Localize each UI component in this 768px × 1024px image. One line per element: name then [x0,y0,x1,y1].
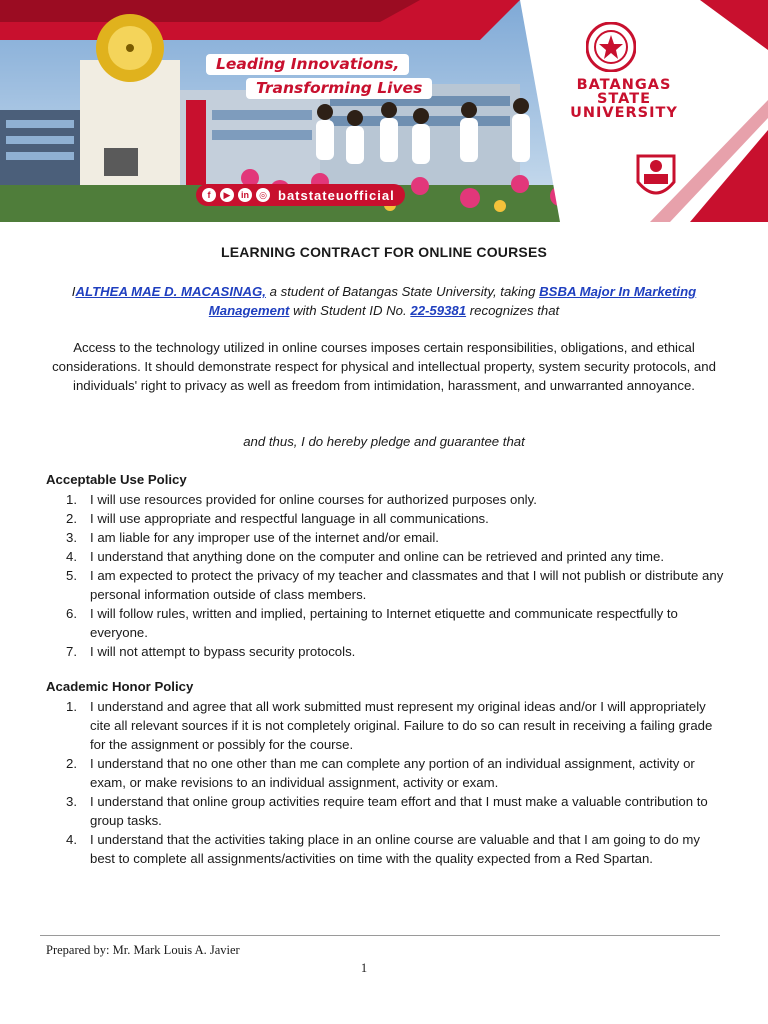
intro-suffix: recognizes that [466,303,560,318]
student-id-link[interactable]: 22-59381 [410,303,467,318]
list-item-text: I will use appropriate and respectful language in all communications. [90,511,489,526]
acceptable-use-list [46,490,726,661]
university-seal-icon [586,22,636,72]
footer-divider [40,935,720,936]
intro-middle: a student of Batangas State University, taking [265,284,540,299]
social-links [196,184,405,206]
list-item [46,642,726,661]
list-number: 4. [66,832,77,847]
list-item-text: I understand that no one other than me can complete any portion of an individual assignment, activity or exam, or make revisions to an individual assignment, activity or exam. [90,756,695,790]
list-number: 3. [66,530,77,545]
list-item [46,792,726,830]
list-item-text: I understand that online group activities require team effort and that I must make a valuable contribution to group tasks. [90,794,708,828]
list-item [46,697,726,754]
header-banner [0,0,768,222]
list-item [46,509,726,528]
list-number: 3. [66,794,77,809]
list-item [46,490,726,509]
university-name-line3: UNIVERSITY [570,105,678,121]
intro-statement [40,282,728,320]
list-item [46,547,726,566]
document-title: LEARNING CONTRACT FOR ONLINE COURSES [220,244,548,260]
list-item-text: I am expected to protect the privacy of my teacher and classmates and that I will not publish or distribute any personal information outside of class members. [90,568,724,602]
linkedin-icon[interactable]: in [238,188,252,202]
list-number: 2. [66,756,77,771]
list-item-text: I will use resources provided for online courses for authorized purposes only. [90,492,537,507]
list-item-text: I understand that the activities taking place in an online course are valuable and that I am going to do my best to complete all assignments/activities on time with the quality expected from a Red Spartan. [90,832,700,866]
prepared-by: Prepared by: Mr. Mark Louis A. Javier [46,943,240,957]
list-item [46,830,726,868]
intro-prefix: I [71,284,76,299]
list-item [46,528,726,547]
academic-honor-list [46,697,726,868]
red-spartan-badge-icon [634,152,678,206]
university-name [566,78,682,120]
university-name-line2: STATE [596,91,652,107]
intro-with-id: with Student ID No. [289,303,411,318]
list-item-text: I understand that anything done on the computer and online can be retrieved and printed any time. [90,549,665,564]
academic-honor-heading: Academic Honor Policy [46,679,194,694]
student-name-link[interactable]: ALTHEA MAE D. MACASINAG, [75,284,266,299]
youtube-icon[interactable]: ▶ [220,188,234,202]
list-item-text: I will follow rules, written and implied, pertaining to Internet etiquette and communicate respectfully to everyone. [90,606,678,640]
page-number: 1 [360,961,368,975]
list-number: 7. [66,644,77,659]
list-number: 2. [66,511,77,526]
slogan-line-2: Transforming Lives [246,78,432,99]
list-item-text: I am liable for any improper use of the internet and/or email. [90,530,439,545]
acceptable-use-heading: Acceptable Use Policy [46,472,187,487]
list-item [46,566,726,604]
social-handle[interactable]: batstateuofficial [278,187,395,203]
list-item [46,604,726,642]
pledge-statement: and thus, I do hereby pledge and guarantee that [243,434,525,449]
slogan [206,54,432,99]
list-item-text: I will not attempt to bypass security protocols. [90,644,356,659]
list-number: 4. [66,549,77,564]
list-item-text: I understand and agree that all work submitted must represent my original ideas and/or I will appropriately cite all relevant sources if it is not completely original. Failure to do so can result in receiving a failing grade for the assignment or possibly for the course. [90,699,713,752]
list-number: 1. [66,492,77,507]
list-item [46,754,726,792]
list-number: 5. [66,568,77,583]
instagram-icon[interactable]: ◎ [256,188,270,202]
slogan-line-1: Leading Innovations, [206,54,409,75]
access-paragraph: Access to the technology utilized in online courses imposes certain responsibilities, obligations, and ethical considerations. It should demonstrate respect for physical and intellectual property, system security protocols, and individuals' right to privacy as well as freedom from intimidation, harassment, and unwarranted annoyance. [52,340,716,393]
university-name-line1: BATANGAS [576,77,672,93]
list-number: 1. [66,699,77,714]
program-link[interactable]: BSBA Major In Marketing Management [208,284,697,318]
list-number: 6. [66,606,77,621]
facebook-icon[interactable]: f [202,188,216,202]
